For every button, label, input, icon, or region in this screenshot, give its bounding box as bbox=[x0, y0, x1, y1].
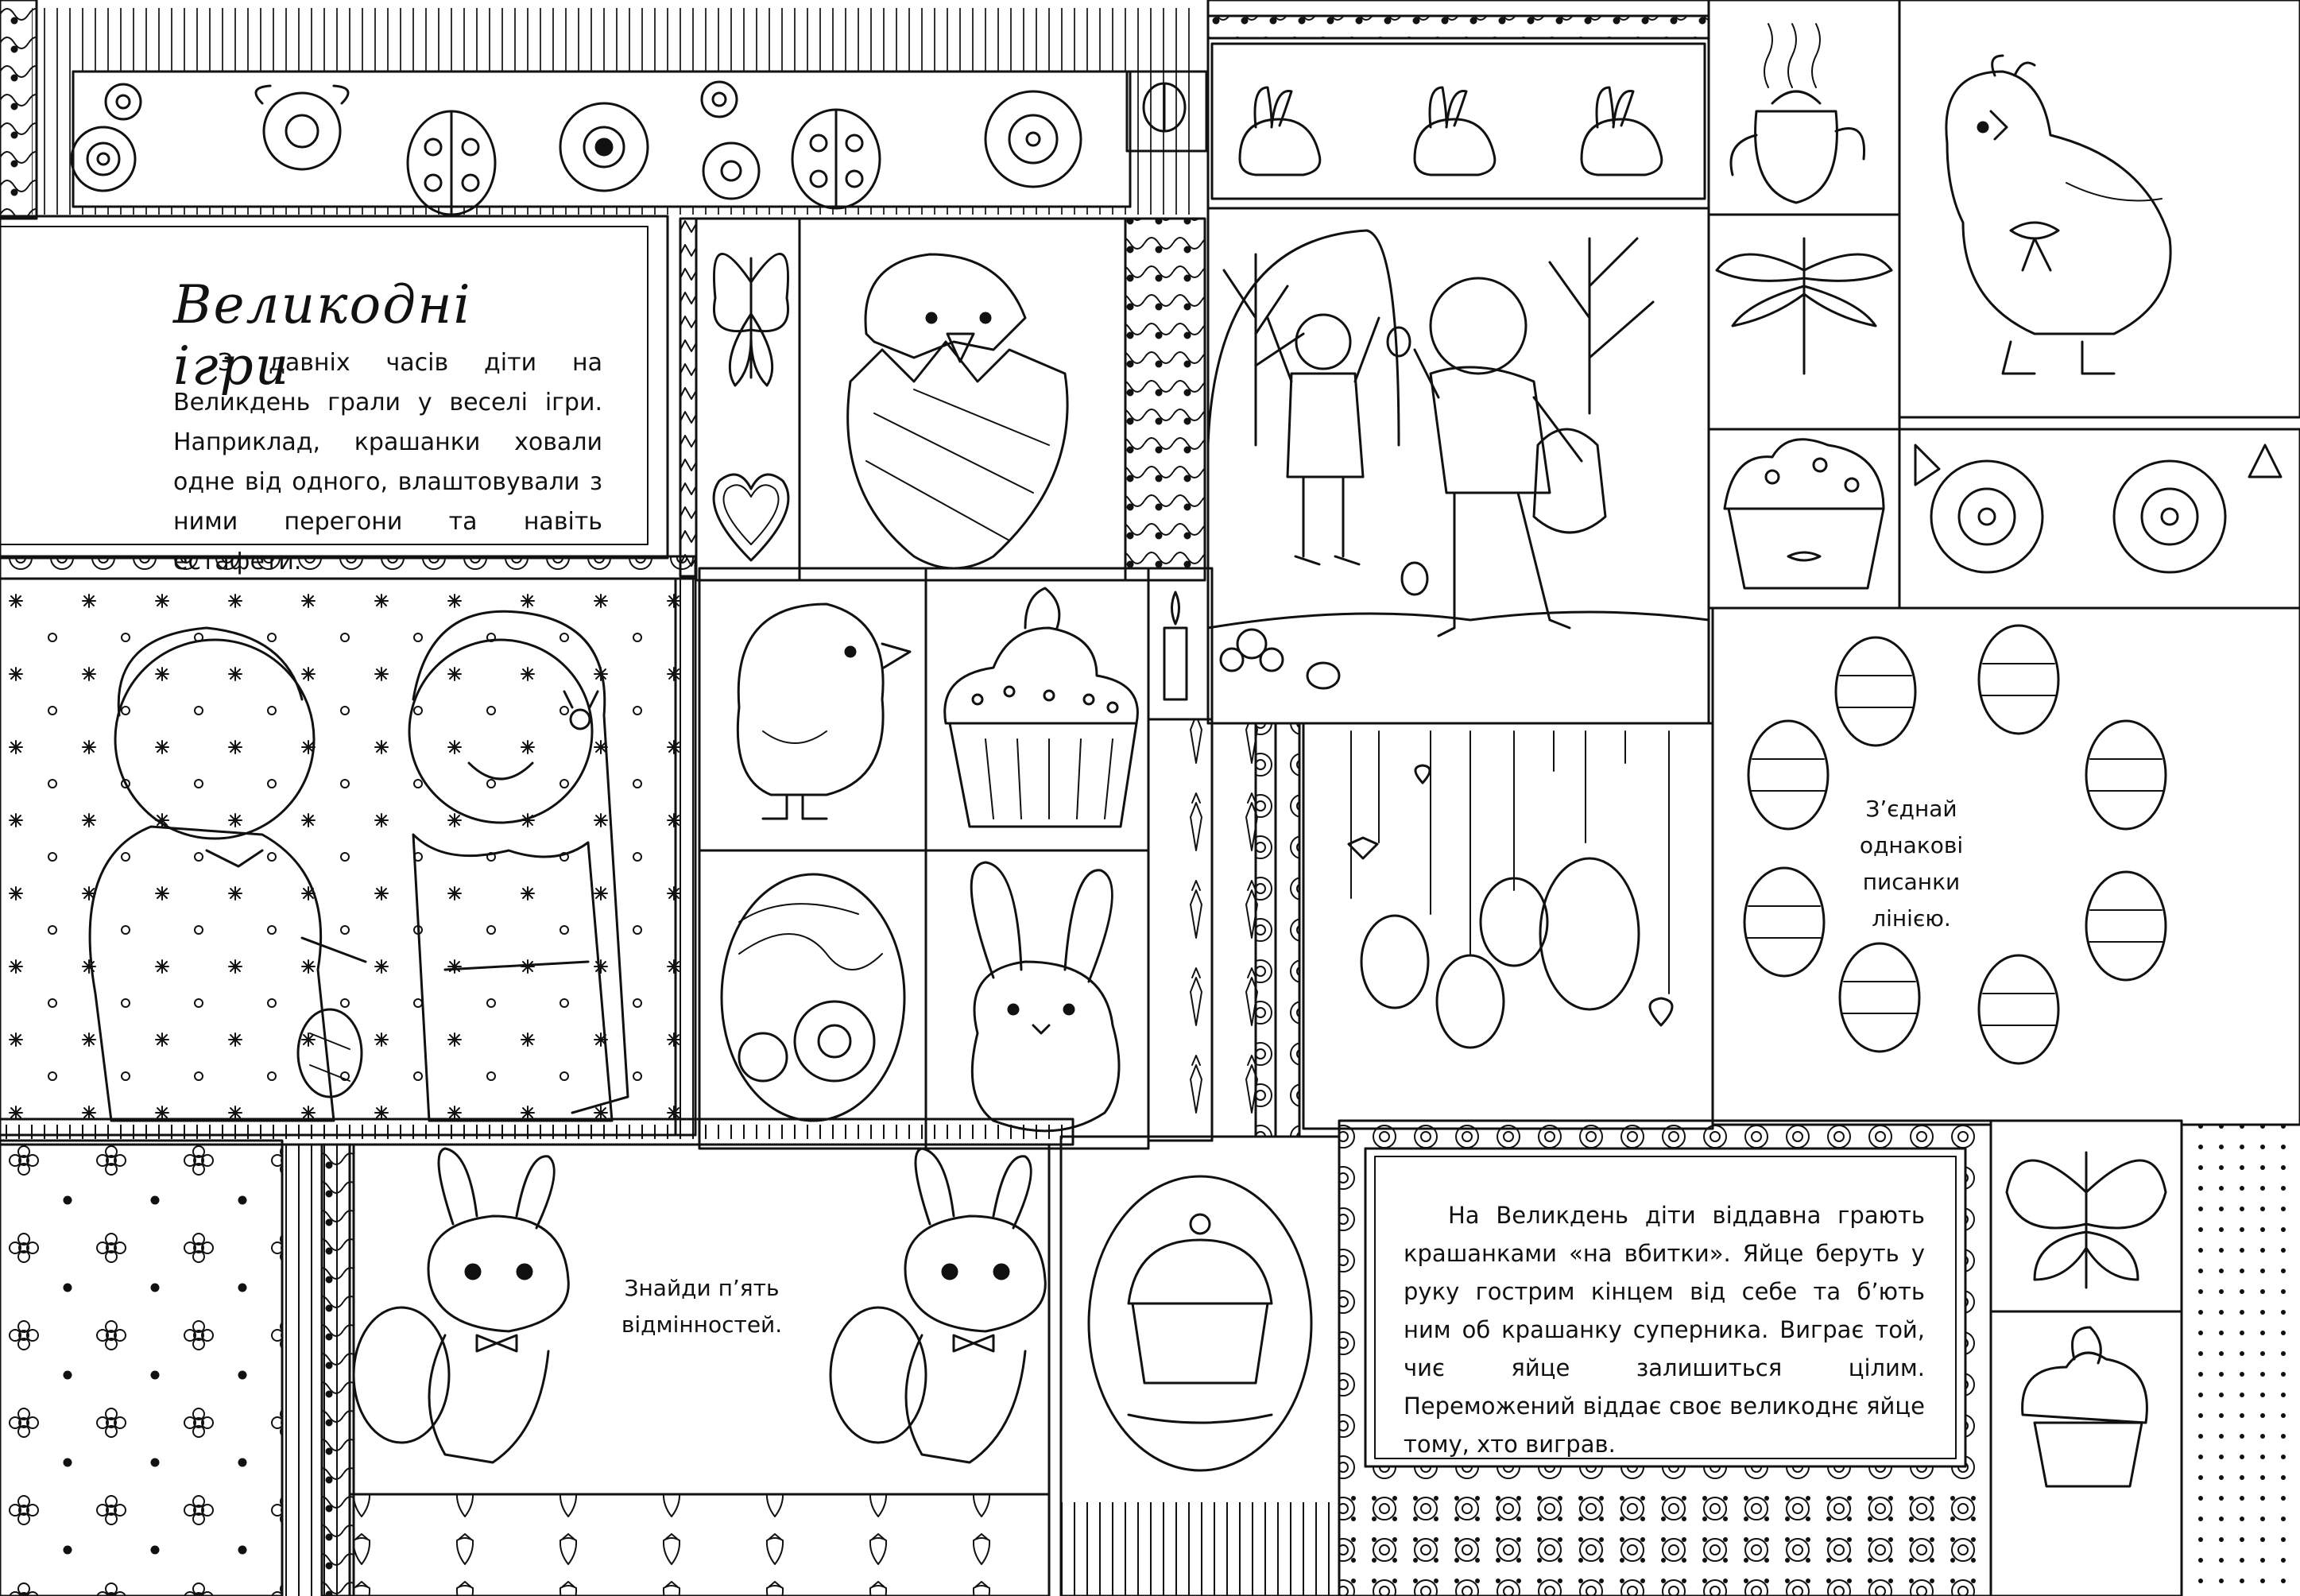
game-rules-text-block bbox=[1404, 1196, 1925, 1463]
match-eggs-instruction: З’єднай однакові писанки лінією. bbox=[1859, 796, 1964, 932]
game-rules-paragraph: На Великдень діти віддавна грають крашанками «на вбитки». Яйце беруть у руку гострим кінцем від себе та б’ють ним об крашанку суперника. Виграє той, чиє яйце залишиться цілим. Переможений віддає своє великоднє яйце тому, хто виграв. bbox=[1404, 1202, 1925, 1458]
intro-paragraph: З давніх часів діти на Великдень грали у веселі ігри. Наприклад, крашанки ховали одне від одного, влаштовували з ними перегони та навіть естафети. bbox=[173, 349, 602, 575]
find-differences-instruction: Знайди п’ять відмінностей. bbox=[621, 1275, 783, 1338]
intro-text-block bbox=[173, 343, 602, 582]
page-title: Великодні ігри bbox=[173, 274, 472, 397]
